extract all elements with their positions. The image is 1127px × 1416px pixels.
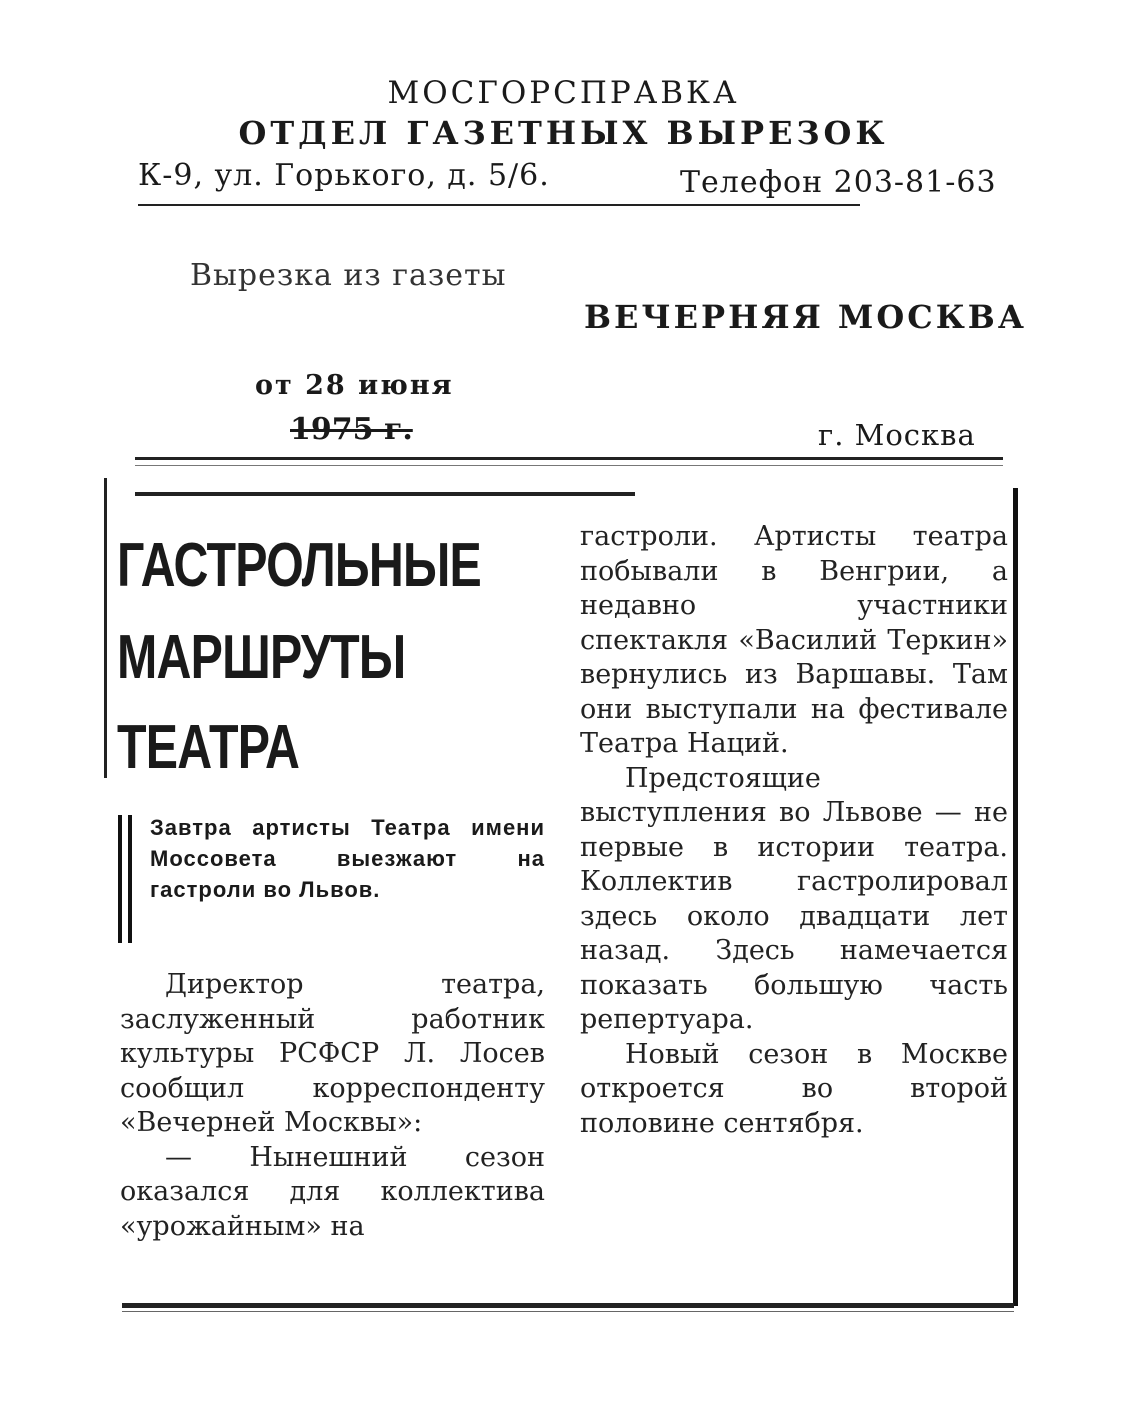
headline-line-1: ГАСТРОЛЬНЫЕ [117,531,482,600]
bottom-divider-thin [122,1311,1014,1312]
bottom-divider [122,1303,1014,1308]
department-title: ОТДЕЛ ГАЗЕТНЫХ ВЫРЕЗОК [238,114,889,152]
phone-number: Телефон 203-81-63 [680,165,997,200]
agency-name: МОСГОРСПРАВКА [387,75,740,111]
article-lead: Завтра артисты Театра имени Моссовета выезжают на гастроли во Львов. [150,815,545,902]
headline-line-2: МАРШРУТЫ [117,623,406,692]
address-line: К-9, ул. Горького, д. 5/6. [138,158,550,193]
lead-bar [128,815,132,943]
date-year: 1975 г. [290,412,413,447]
clip-from-label: Вырезка из газеты [190,258,507,293]
clipping-right-edge [1013,488,1018,1306]
clipping-top-edge [135,492,635,496]
date-day: от 28 июня [255,370,454,401]
top-divider-thin [135,465,1003,466]
paragraph: Предстоящие выступления во Львове — не первые в истории театра. Коллектив гастролировал здесь около двадцати лет назад. Здесь намечается показать большую часть репертуара. [580,762,1008,1035]
paragraph: гастроли. Артисты театра побывали в Венгрии, а недавно участники спектакля «Василий Теркин» вернулись из Варшавы. Там они выступали на фестивале Театра Наций. [580,521,1008,759]
paragraph: — Нынешний сезон оказался для коллектива «урожайным» на [120,1141,545,1242]
paragraph: Директор театра, заслуженный работник культуры РСФСР Л. Лосев сообщил корреспонденту «Вечерней Москвы»: [120,969,545,1138]
article-column-left [120,968,545,1244]
paragraph: Новый сезон в Москве откроется во второй половине сентября. [580,1038,1008,1139]
address-underline [138,204,860,206]
newspaper-name: ВЕЧЕРНЯЯ МОСКВА [584,298,1027,336]
top-divider [135,457,1003,460]
article-column-right [580,520,1008,1141]
clipping-left-edge [104,478,107,778]
city-name: г. Москва [818,418,976,452]
lead-bar [118,815,122,943]
headline-line-3: ТЕАТРА [117,713,300,782]
